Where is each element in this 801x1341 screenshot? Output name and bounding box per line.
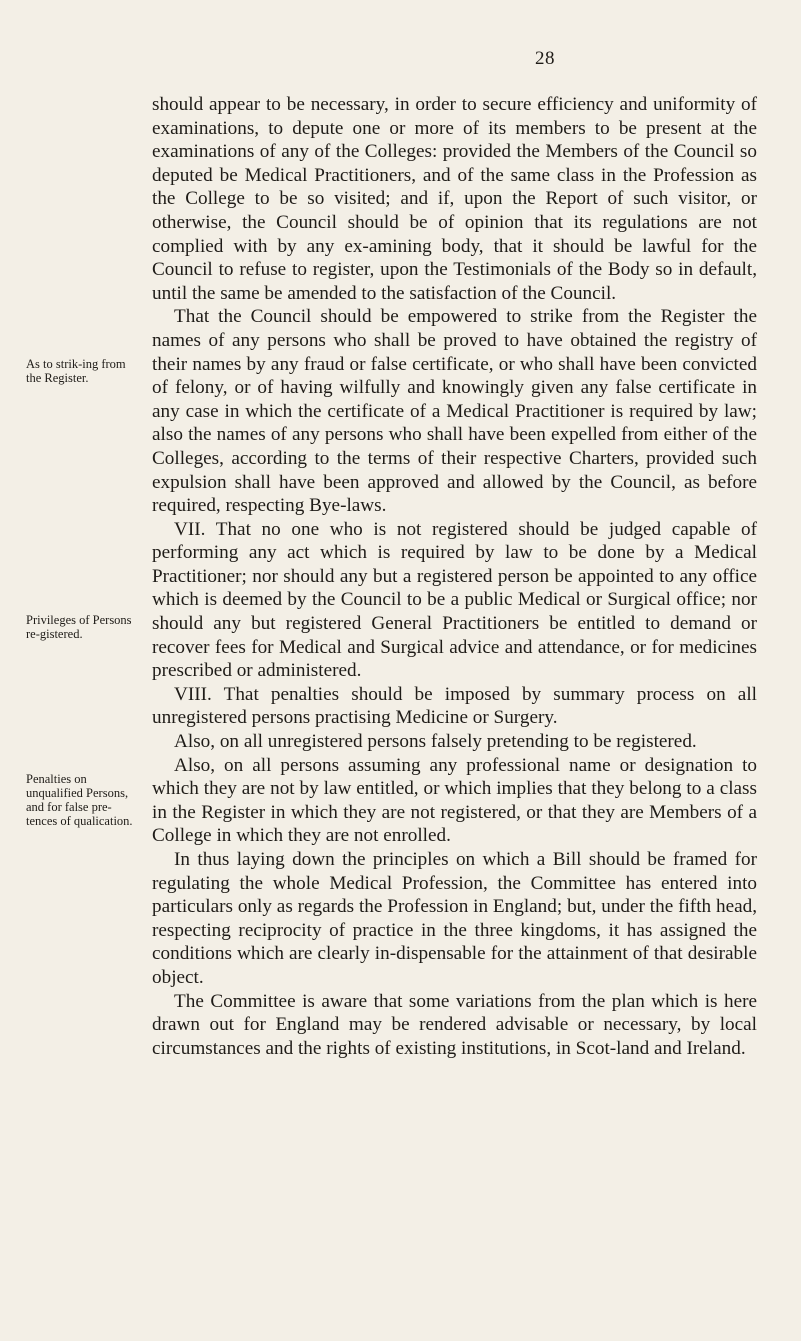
paragraph-also-assuming: Also, on all persons assuming any professional name or designation to which they are not by law entitled, or which implies that they belong to a class in the Register in which they are not registered, or that they are Members of a College in which they are not enrolled.: [152, 754, 757, 847]
paragraph-committee-aware: The Committee is aware that some variations from the plan which is here drawn out for England may be rendered advisable or necessary, by local circumstances and the rights of existing institutions, in Scot-land and Ireland.: [152, 990, 757, 1059]
margin-note-privileges-registered: Privileges of Persons re-gistered.: [26, 613, 132, 641]
margin-note-striking-from-register: As to strik-ing from the Register.: [26, 357, 126, 385]
body-text: [152, 93, 757, 1060]
paragraph-striking: That the Council should be empowered to strike from the Register the names of any persons who shall be proved to have obtained the registry of their names by any fraud or false certificate, or who shall have been convicted of felony, or of having wilfully and knowingly given any false certificate in any case in which the certificate of a Medical Practitioner is required by law; also the names of any persons who shall have been expelled from either of the Colleges, according to the terms of their respective Charters, provided such expulsion shall have been approved and allowed by the Council, as before required, respecting Bye-laws.: [152, 306, 757, 517]
paragraph-viii: VIII. That penalties should be imposed by summary process on all unregistered persons practising Medicine or Surgery.: [152, 683, 757, 729]
paragraph-also-pretending: Also, on all unregistered persons falsely pretending to be registered.: [174, 731, 697, 753]
margin-note-penalties-unqualified: Penalties on unqualified Persons, and for false pre-tences of qualication.: [26, 772, 133, 828]
paragraph-vii: VII. That no one who is not registered should be judged capable of performing any act which is required by law to be done by a Medical Practitioner; nor should any but a registered person be appointed to any office which is deemed by the Council to be a public Medical or Surgical office; nor should any but registered General Practitioners be entitled to demand or recover fees for Medical and Surgical advice and attendance, or for medicines prescribed or administered.: [152, 518, 757, 682]
paragraph-in-thus: In thus laying down the principles on which a Bill should be framed for regulating the whole Medical Profession, the Committee has entered into particulars only as regards the Profession in England; but, under the fifth head, respecting reciprocity of practice in the three kingdoms, it has assigned the conditions which are clearly in-dispensable for the attainment of that desirable object.: [152, 849, 757, 988]
paragraph-continued: should appear to be necessary, in order to secure efficiency and uniformity of examinations, to depute one or more of its members to be present at the examinations of any of the Colleges: provided the Members of the Council so deputed be Medical Practitioners, and of the same class in the Profession as the College to be so visited; and if, upon the Report of such visitor, or otherwise, the Council should be of opinion that its regulations are not complied with by any ex-amining body, that it should be lawful for the Council to refuse to register, upon the Testimonials of the Body so in default, until the same be amended to the satisfaction of the Council.: [152, 94, 757, 304]
page-number: 28: [535, 48, 555, 69]
